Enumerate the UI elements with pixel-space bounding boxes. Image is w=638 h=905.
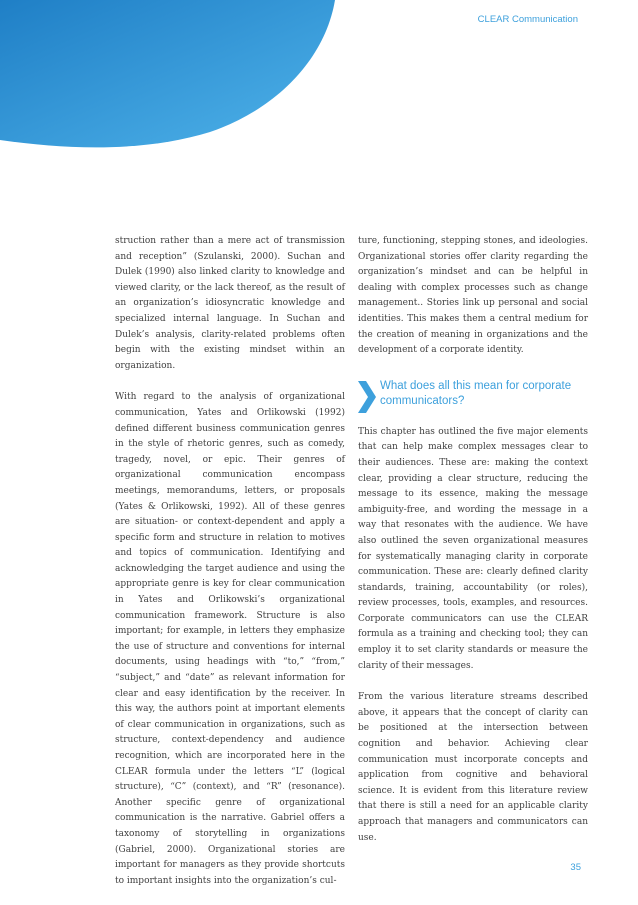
page-number: 35 <box>570 862 581 873</box>
section-heading: What does all this mean for corporate communicators? <box>380 379 572 407</box>
right-column <box>358 234 588 862</box>
body-paragraph: struction rather than a mere act of transmission and reception” (Szulanski, 2000). Suchan and Dulek (1990) also linked clarity to knowledge and viewed clarity, or the lack thereof, as the result of an organization’s idiosyncratic knowledge and specialized internal language. In Suchan and Dulek’s analysis, clarity-related problems often begin with the existing mindset within an organization. <box>115 236 345 371</box>
corner-decoration <box>0 0 340 160</box>
running-header: CLEAR Communication <box>477 14 578 25</box>
body-paragraph: From the various literature streams described above, it appears that the concept of clarity can be positioned at the intersection between cognition and behavior. Achieving clear communication must incorporate concepts and application from cognitive and behavioral science. It is evident from this literature review that there is still a need for an applicable clarity approach that managers and communicators can use. <box>358 692 588 843</box>
blue-swoosh-shape <box>0 0 335 147</box>
body-paragraph: This chapter has outlined the five major elements that can help make complex messages clear to their audiences. These are: making the context clear, providing a clear structure, reducing the message to its essence, making the message ambiguity-free, and wording the message in a way that resonates with the audience. We have also outlined the seven organizational measures for systematically managing clarity in corporate communication. These are: clearly defined clarity standards, training, accountability (or roles), review processes, tools, examples, and resources. Corporate communicators can use the CLEAR formula as a training and checking tool; they can employ it to set clarity standards or measure the clarity of their messages. <box>358 426 588 671</box>
chevron-right-icon <box>358 381 376 413</box>
left-column <box>115 234 345 905</box>
body-paragraph: ture, functioning, stepping stones, and ideologies. Organizational stories offer clarity regarding the organization’s mindset and can be helpful in dealing with complex processes such as change management.. Stories link up personal and social identities. This makes them a central medium for the creation of meaning in organizations and the development of a corporate identity. <box>358 236 588 356</box>
section-callout <box>358 379 588 413</box>
body-paragraph: With regard to the analysis of organizational communication, Yates and Orlikowski (1992) defined different business communication genres in the style of rhetoric genres, such as comedy, tragedy, novel, or epic. Their genres of organizational communication encompass meetings, memorandums, letters, or proposals (Yates & Orlikowski, 1992). All of these genres are situation- or context-dependent and apply a specific form and structure in relation to motives and topics of communication. Identifying and acknowledging the target audience and using the appropriate genre is key for clear communication in Yates and Orlikowski’s organizational communication framework. Structure is also important; for example, in letters they emphasize the use of structure and conventions for internal documents, using headings with “to,” “from,” “subject,” and “date” as relevant information for clear and easy identification by the receiver. In this way, the authors point at important elements of clear communication in organizations, such as structure, context-dependency and audience recognition, which are incorporated here in the CLEAR formula under the letters “L” (logical structure), “C” (context), and “R” (resonance). Another specific genre of organizational communication is the narrative. Gabriel offers a taxonomy of storytelling in organizations (Gabriel, 2000). Organizational stories are important for managers as they provide shortcuts to important insights into the organization’s cul- <box>115 392 345 886</box>
